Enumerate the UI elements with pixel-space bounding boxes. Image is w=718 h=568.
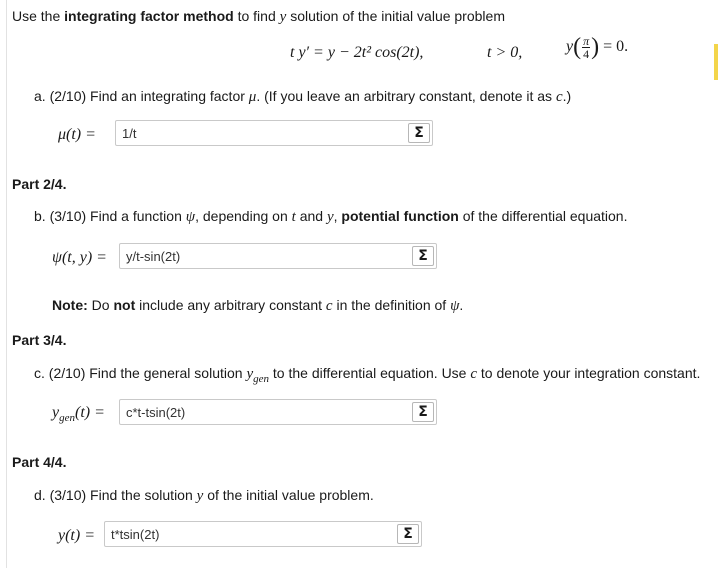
ygen-label <box>52 404 105 424</box>
mu-input-value: 1/t <box>122 126 137 141</box>
note-label: Note: <box>52 297 88 313</box>
ygen-input[interactable] <box>119 399 437 425</box>
part2-heading: Part 2/4. <box>12 176 67 192</box>
note-3: in the definition of <box>336 297 447 313</box>
y-label: y(t) = <box>58 527 95 544</box>
sigma-icon[interactable]: Σ <box>412 246 434 266</box>
note-1: Do <box>91 297 110 313</box>
part-a-c: c <box>555 89 563 105</box>
ic-denominator: 4 <box>583 47 590 61</box>
part-c-suffix: to denote your integration constant. <box>480 365 701 381</box>
note-end: . <box>459 297 464 313</box>
y-input-value: t*tsin(2t) <box>111 527 160 542</box>
intro-text <box>12 8 505 26</box>
left-border <box>6 0 7 568</box>
ic-fraction <box>582 35 590 60</box>
part-b-bold: potential function <box>341 208 459 224</box>
intro-suffix: solution of the initial value problem <box>290 8 505 24</box>
part-c-c: c <box>470 366 478 382</box>
part3-heading: Part 3/4. <box>12 332 67 348</box>
intro-method: integrating factor method <box>64 8 234 24</box>
part-c-mid: to the differential equation. Use <box>272 365 467 381</box>
part-b-t: t <box>291 209 296 225</box>
ode-domain: t > 0, <box>487 44 523 61</box>
ygen-label-y: y <box>52 404 60 421</box>
part-a-prompt <box>34 88 571 106</box>
mu-label: μ(t) = <box>58 126 96 143</box>
psi-input[interactable] <box>119 243 437 269</box>
sigma-icon[interactable]: Σ <box>412 402 434 422</box>
intro-var: y <box>279 9 287 25</box>
ygen-label-sub: gen <box>59 412 75 425</box>
part-b-suffix: of the differential equation. <box>462 208 628 224</box>
ic-function: y <box>566 38 574 56</box>
ic-numerator: π <box>583 34 590 48</box>
part-a-mu: μ <box>248 89 257 105</box>
ode-equation: t y′ = y − 2t² cos(2t), <box>290 44 424 61</box>
part-a-end: .) <box>562 88 572 104</box>
part-b-prefix: b. (3/10) Find a function <box>34 208 182 224</box>
note-not: not <box>113 297 136 313</box>
ic-rhs: = 0. <box>603 38 629 56</box>
note-2: include any arbitrary constant <box>139 297 322 313</box>
psi-label: ψ(t, y) = <box>52 249 107 266</box>
part-d-prompt <box>34 487 374 505</box>
part-a-prefix: a. (2/10) Find an integrating factor <box>34 88 245 104</box>
part-b-mid2: and <box>299 208 324 224</box>
part-a-suffix: . (If you leave an arbitrary constant, denote it as <box>256 88 553 104</box>
ygen-label-rest: (t) = <box>75 404 105 421</box>
intro-mid: to find <box>237 8 276 24</box>
part-d-y: y <box>196 488 204 504</box>
psi-input-value: y/t-sin(2t) <box>126 249 181 264</box>
part-d-suffix: of the initial value problem. <box>207 487 374 503</box>
part-b-prompt <box>34 208 627 226</box>
note-c: c <box>325 298 333 314</box>
sigma-icon[interactable]: Σ <box>397 524 419 544</box>
initial-condition: y( $\frac{\pi}{4}$ ) = 0. <box>566 34 629 61</box>
part-b-note <box>52 297 463 315</box>
mu-input[interactable] <box>115 120 433 146</box>
part4-heading: Part 4/4. <box>12 454 67 470</box>
part-b-mid3: , <box>333 208 338 224</box>
ygen-input-value: c*t-tsin(2t) <box>126 405 186 420</box>
intro-prefix: Use the <box>12 8 61 24</box>
sigma-icon[interactable]: Σ <box>408 123 430 143</box>
note-psi: ψ <box>450 298 460 314</box>
part-d-prefix: d. (3/10) Find the solution <box>34 487 193 503</box>
part-c-prompt <box>34 365 700 385</box>
part-c-prefix: c. (2/10) Find the general solution <box>34 365 243 381</box>
part-c-y: y <box>246 366 254 382</box>
part-b-y: y <box>326 209 334 225</box>
part-b-psi: ψ <box>185 209 196 225</box>
scroll-marker <box>714 44 718 80</box>
part-b-mid1: , depending on <box>195 208 288 224</box>
part-c-gen: gen <box>253 372 270 385</box>
y-input[interactable] <box>104 521 422 547</box>
